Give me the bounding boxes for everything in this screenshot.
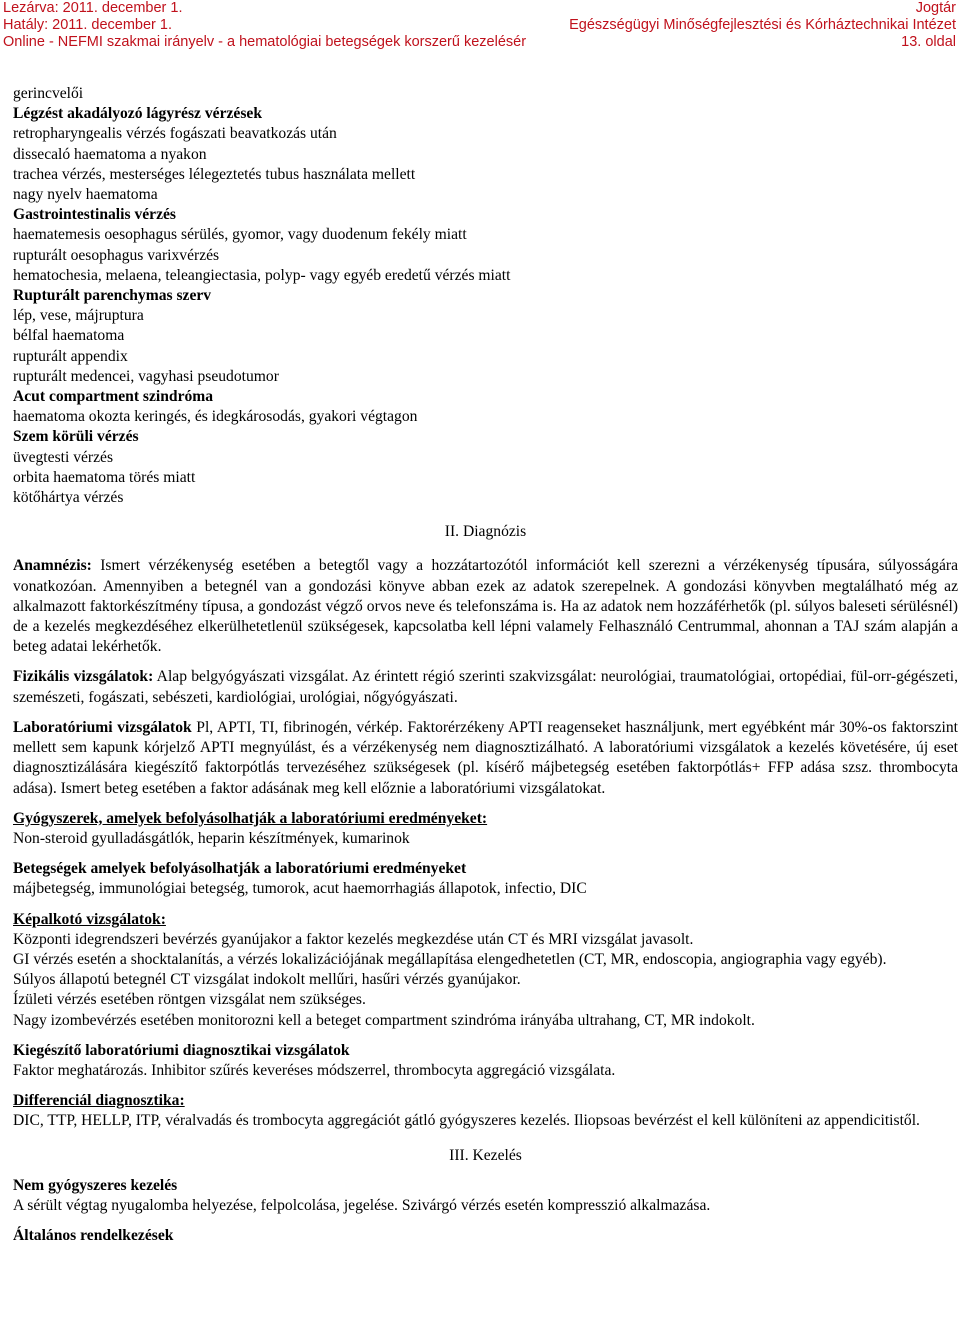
gyogyszerek-text: Non-steroid gyulladásgátlók, heparin készítmények, kumarinok <box>13 829 410 847</box>
header-row-1 <box>3 0 956 17</box>
kepalkoto-block <box>13 910 958 1031</box>
anamnezis-text: Ismert vérzékenység esetében a betegtől vagy a hozzátartozótól információt kell szerezni a vérzékenység típusára, súlyosságára vonatkozóan. Amennyiben a betegnél van a gondozási könyve abban ezek az adatok szerepelnek. A gondozási könyvben megtalálható még az alkalmazott faktorkészítmény típusa, a gondozást végző orvos neve és telefonszáma is. Ha az adatok nem hozzáférhetők (pl. súlyos baleseti sérülésnél) de a kezelés megkezdéséhez elkerülhetetlenül szükségesek, kapcsolatba kell lépni valamely Felhasználó Centrummal, ahonnan a TAJ szám alapján a beteg adatai lekérhetők. <box>13 557 958 656</box>
header-hataly: Hatály: 2011. december 1. <box>3 17 172 33</box>
section-2-title: II. Diagnózis <box>444 523 527 541</box>
list-item: kötőhártya vérzés <box>13 489 124 507</box>
list-item: üvegtesti vérzés <box>13 448 114 466</box>
kiegeszito-heading: Kiegészítő laboratóriumi diagnosztikai vizsgálatok <box>13 1041 350 1059</box>
list-item: hematochesia, melaena, teleangiectasia, polyp- vagy egyéb eredetű vérzés miatt <box>13 266 511 284</box>
page-header <box>0 0 960 52</box>
betegsegek-text: májbetegség, immunológiai betegség, tumorok, acut haemorrhagiás állapotok, infectio, DIC <box>13 880 587 898</box>
header-page-number: 13. oldal <box>901 34 956 50</box>
betegsegek-block <box>13 859 958 899</box>
header-institute: Egészségügyi Minőségfejlesztési és Kórháztechnikai Intézet <box>569 17 956 33</box>
kiegeszito-block <box>13 1041 958 1081</box>
nem-gyogyszeres-heading: Nem gyógyszeres kezelés <box>13 1176 178 1194</box>
list-category-heading: Rupturált parenchymas szerv <box>13 287 212 305</box>
altalanos-heading: Általános rendelkezések <box>13 1227 174 1245</box>
list-category-heading: Gastrointestinalis vérzés <box>13 206 176 224</box>
fizikalis-paragraph <box>13 667 958 707</box>
kiegeszito-text: Faktor meghatározás. Inhibitor szűrés keveréses módszerrel, thrombocyta aggregáció vizsgálata. <box>13 1061 616 1079</box>
kepalkoto-line: GI vérzés esetén a shocktalanítás, a vérzés lokalizációjának megállapítása elengedhetetlen (CT, MR, endoscopia, angiographia vagy egyéb). <box>13 950 887 968</box>
nem-gyogyszeres-text: A sérült végtag nyugalomba helyezése, felpolcolása, jegelése. Szivárgó vérzés esetén kompresszió alkalmazása. <box>13 1196 711 1214</box>
list-item: dissecaló haematoma a nyakon <box>13 145 207 163</box>
list-item: orbita haematoma törés miatt <box>13 468 196 486</box>
list-item: haematemesis oesophagus sérülés, gyomor, vagy duodenum fekély miatt <box>13 226 467 244</box>
anamnezis-paragraph <box>13 556 958 657</box>
list-item: retropharyngealis vérzés fogászati beavatkozás után <box>13 125 337 143</box>
kepalkoto-heading: Képalkotó vizsgálatok: <box>13 910 166 928</box>
differencial-block <box>13 1091 958 1131</box>
list-item: nagy nyelv haematoma <box>13 186 158 204</box>
header-jogtar: Jogtár <box>915 0 956 16</box>
list-item: haematoma okozta keringés, és idegkárosodás, gyakori végtagon <box>13 408 418 426</box>
kepalkoto-line: Ízületi vérzés esetében röntgen vizsgálat nem szükséges. <box>13 991 366 1009</box>
list-item: rupturált appendix <box>13 347 128 365</box>
fizikalis-label: Fizikális vizsgálatok: <box>13 668 154 686</box>
kepalkoto-line: Központi idegrendszeri bevérzés gyanújakor a faktor kezelés megkezdése után CT és MRI vizsgálat javasolt. <box>13 930 694 948</box>
list-category-heading: Szem körüli vérzés <box>13 428 139 446</box>
header-doc-title: Online - NEFMI szakmai irányelv - a hematológiai betegségek korszerű kezelésér <box>3 34 527 50</box>
header-row-3 <box>3 34 956 51</box>
kepalkoto-line: Nagy izombevérzés esetében monitorozni kell a beteget compartment szindróma irányába ultrahang, CT, MR indokolt. <box>13 1011 755 1029</box>
nem-gyogyszeres-block <box>13 1176 958 1216</box>
list-item: rupturált oesophagus varixvérzés <box>13 246 220 264</box>
list-item: gerincvelői <box>13 85 84 102</box>
gyogyszerek-block <box>13 809 958 849</box>
altalanos-block <box>13 1226 958 1246</box>
kepalkoto-line: Súlyos állapotú betegnél CT vizsgálat indokolt mellűri, hasűri vérzés gyanújakor. <box>13 971 521 989</box>
list-item: lép, vese, májruptura <box>13 307 144 325</box>
header-row-2 <box>3 17 956 34</box>
list-item: rupturált medencei, vagyhasi pseudotumor <box>13 367 279 385</box>
list-category-heading: Acut compartment szindróma <box>13 388 214 406</box>
fizikalis-text: Alap belgyógyászati vizsgálat. Az érintett régió szerinti szakvizsgálat: neurológiai, traumatológiai, ortopédiai, fül-orr-gégészeti, szemészeti, fogászati, sebészeti, kardiológiai, urológiai, nőgyógyászati. <box>13 668 958 706</box>
labor-paragraph <box>13 718 958 799</box>
list-item: bélfal haematoma <box>13 327 125 345</box>
labor-label: Laboratóriumi vizsgálatok <box>13 718 192 736</box>
labor-text: Pl, APTI, TI, fibrinogén, vérkép. Faktorérzékeny APTI reagenseket használjunk, mert egyébként már 30%-os faktorszint mellett sem kapunk kórjelző APTI megnyúlást, és a vérzékenység nem diagnosztizálható. A laboratóriumi vizsgálatok a kezelés követésére, új eset diagnosztizálására kiegészítő faktorpótlás tervezéséhez szükségesek (pl. kísérő májbetegség esetében faktorpótlás+ FFP adása szsz. thrombocyta adása). Ismert beteg esetében a faktor adásának meg kell előznie a laboratóriumi vizsgálatokat. <box>13 718 958 797</box>
betegsegek-heading: Betegségek amelyek befolyásolhatják a laboratóriumi eredményeket <box>13 860 467 878</box>
list-item: trachea vérzés, mesterséges lélegeztetés tubus használata mellett <box>13 165 416 183</box>
list-category-heading: Légzést akadályozó lágyrész vérzések <box>13 105 262 123</box>
differencial-text: DIC, TTP, HELLP, ITP, véralvadás és trombocyta aggregációt gátló gyógyszeres kezelés. Iliopsoas bevérzést el kell különíteni az appendicitistől. <box>13 1112 920 1130</box>
section-3-title: III. Kezelés <box>449 1146 522 1164</box>
bleeding-list <box>13 84 958 508</box>
gyogyszerek-heading: Gyógyszerek, amelyek befolyásolhatják a laboratóriumi eredményeket: <box>13 809 488 827</box>
document-body <box>13 84 958 1246</box>
differencial-heading: Differenciál diagnosztika: <box>13 1092 185 1110</box>
anamnezis-label: Anamnézis: <box>13 557 92 575</box>
header-lezarva: Lezárva: 2011. december 1. <box>3 0 183 16</box>
